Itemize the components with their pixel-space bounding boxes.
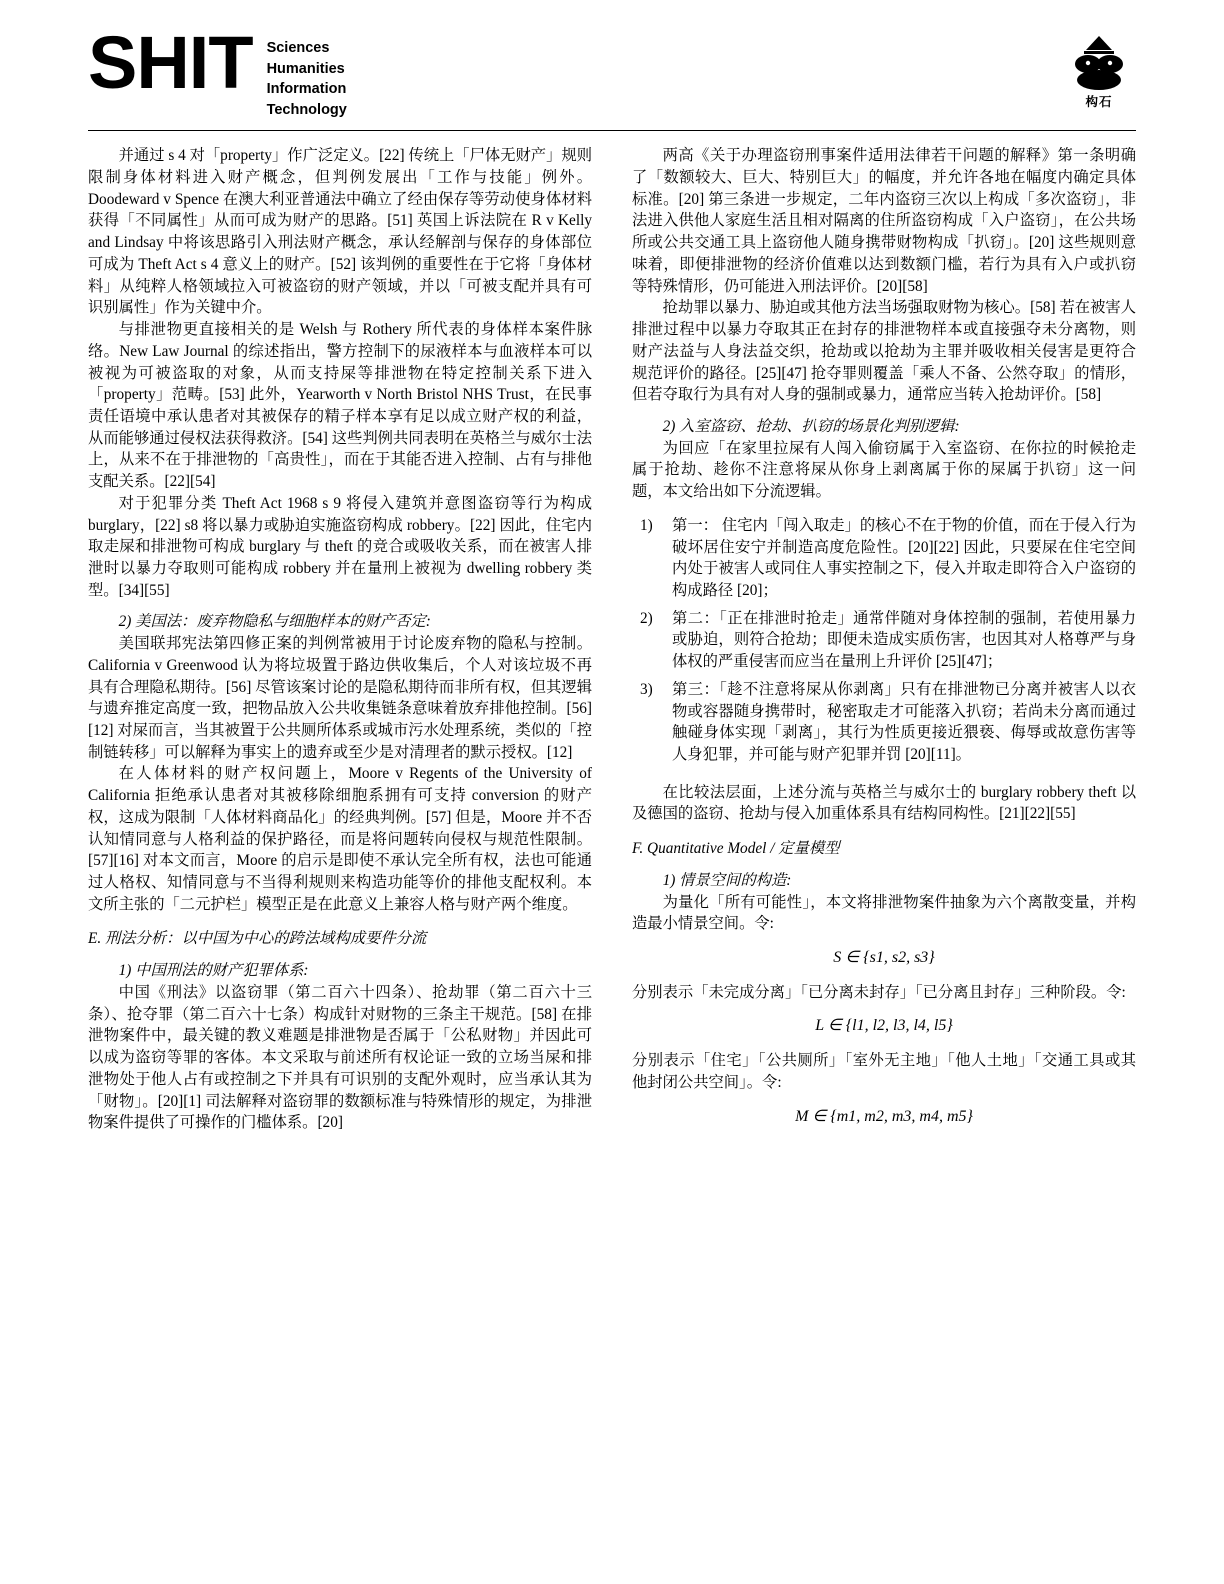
paragraph: 并通过 s 4 对「property」作广泛定义。[22] 传统上「尸体无财产」规则限制身体材料进入财产概念，但判例发展出「工作与技能」例外。Doodeward v Spence 在澳大利亚普通法中确立了经由保存等劳动使身体材料获得「不同属性」从而可成为财产的思路。[51] 英国上诉法院在 R v Kelly and Lindsay 中将该思路引入刑法财产概念，承认经解剖与保存的身体部位可成为 Theft Act s 4 意义上的财产。[52] 该判例的重要性在于它将「身体材料」从纯粹人格领域拉入可被盗窃的财产领域，并以「可被支配并具有可识别属性」作为关键中介。: [88, 147, 592, 317]
masthead: [88, 21, 1136, 120]
formula-m: M ∈ {m1, m2, m3, m4, m5}: [795, 1107, 973, 1125]
list-item-text: 第三：「趁不注意将屎从你剥离」只有在排泄物已分离并被害人以衣物或容器随身携带时，秘密取走才可能落入扒窃；若尚未分离而通过触碰身体实现「剥离」，其行为性质更接近猥亵、侮辱或故意伤害等人身犯罪，并可能与财产犯罪并罚 [20][11]。: [672, 680, 1136, 763]
spacer: [632, 772, 1136, 782]
paragraph: 抢劫罪以暴力、胁迫或其他方法当场强取财物为核心。[58] 若在被害人排泄过程中以暴力夺取其正在封存的排泄物样本或直接强夺未分离物，则财产法益与人身法益交织，抢劫或以抢劫为主罪并吸收相关侵害是更符合规范评价的路径。[25][47] 抢夺罪则覆盖「乘人不备、公然夺取」的情形，但若夺取行为具有对人身的强制或暴力，通常应当转入抢劫评价。[58]: [632, 299, 1136, 404]
list-item-text: 第二：「正在排泄时抢走」通常伴随对身体控制的强制，若使用暴力或胁迫，则符合抢劫；即便未造成实质伤害，也因其对人格尊严与身体权的严重侵害而应当在量刑上升评价 [25][47]；: [672, 609, 1136, 671]
right-column: [632, 145, 1136, 1140]
paragraph: 分别表示「未完成分离」「已分离未封存」「已分离且封存」三种阶段。令:: [632, 983, 1126, 1001]
list-item: [632, 679, 1136, 766]
paragraph: 与排泄物更直接相关的是 Welsh 与 Rothery 所代表的身体样本案件脉络。New Law Journal 的综述指出，警方控制下的尿液样本与血液样本可以被视为可被盗取的对象，从而支持屎等排泄物在特定控制关系下进入「property」范畴。[53] 此外，Yearworth v North Bristol NHS Trust，在民事责任语境中承认患者对其被保存的精子样本享有足以成立财产权的利益，从而能够通过侵权法获得救济。[54] 这些判例共同表明在英格兰与威尔士法上，从来不在于排泄物的「高贵性」，而在于其能否进入控制、占有与排他支配关系。[22][54]: [88, 321, 592, 491]
left-column: [88, 145, 592, 1140]
list-item: [632, 515, 1136, 602]
paragraph: 在比较法层面，上述分流与英格兰与威尔士的 burglary robbery theft 以及德国的盗窃、抢劫与侵入加重体系具有结构同构性。[21][22][55]: [632, 783, 1136, 823]
journal-expansion: [267, 30, 347, 120]
publisher-name: 构石: [1085, 95, 1113, 109]
paragraph: 中国《刑法》以盗窃罪（第二百六十四条）、抢劫罪（第二百六十三条）、抢夺罪（第二百六十七条）构成针对财物的三条主干规范。[58] 在排泄物案件中，最关键的教义难题是排泄物是否属于「公私财物」并因此可以成为盗窃等罪的客体。本文采取与前述所有权论证一致的立场当屎和排泄物处于他人占有或控制之下并具有可识别的支配外观时，应当承认其为「财物」。[20][1] 司法解释对盗窃罪的数额标准与特殊情形的规定，为排泄物案件提供了可操作的门槛体系。[20]: [88, 983, 592, 1132]
body-columns: [88, 145, 1136, 1140]
section-heading-f: F. Quantitative Model / 定量模型: [632, 840, 840, 858]
expansion-line-3: Information: [266, 81, 347, 98]
formula-l: L ∈ {l1, l2, l3, l4, l5}: [815, 1017, 953, 1035]
paragraph: 为量化「所有可能性」，本文将排泄物案件抽象为六个离散变量，并构造最小情景空间。令:: [632, 893, 1136, 933]
masthead-divider: [88, 130, 1136, 131]
publisher-logo: [1062, 30, 1136, 110]
section-heading-e: E. 刑法分析：以中国为中心的跨法域构成要件分流: [88, 930, 427, 948]
subsection-heading-us-law: 2) 美国法：废弃物隐私与细胞样本的财产否定:: [118, 613, 431, 631]
subsection-heading-scene-logic: 2) 入室盗窃、抢劫、扒窃的场景化判别逻辑:: [662, 417, 960, 435]
list-item-text: 第一： 住宅内「闯入取走」的核心不在于物的价值，而在于侵入行为破坏居住安宁并制造高度危险性。[20][22] 因此，只要屎在住宅空间内处于被害人或同住人事实控制之下，侵入并取走即符合入户盗窃的构成路径 [20]；: [672, 516, 1136, 599]
paragraph: 两高《关于办理盗窃刑事案件适用法律若干问题的解释》第一条明确了「数额较大、巨大、特别巨大」的幅度，并允许各地在幅度内确定具体标准。[20] 第三条进一步规定，二年内盗窃三次以上构成「多次盗窃」，非法进入供他人家庭生活且相对隔离的住所盗窃构成「入户盗窃」，在公共场所或公共交通工具上盗窃他人随身携带财物构成「扒窃」。[20] 这些规则意味着，即便排泄物的经济价值难以达到数额门槛，若行为具有入户或扒窃等特殊情形，仍可能进入刑法评价。[20][58]: [632, 147, 1136, 295]
stacked-stones-icon: [1068, 34, 1130, 90]
list-item-marker: 3): [640, 680, 653, 698]
paragraph: 美国联邦宪法第四修正案的判例常被用于讨论废弃物的隐私与控制。California v Greenwood 认为将垃圾置于路边供收集后，个人对该垃圾不再具有合理隐私期待。[56] 尽管该案讨论的是隐私期待而非所有权，但其逻辑与遗弃推定高度一致，把物品放入公共收集链条意味着放弃排他控制。[56][12] 对屎而言，当其被置于公共厕所体系或城市污水处理系统，类似的「控制链转移」可以解释为事实上的遗弃或至少是对清理者的默示授权。[12]: [88, 635, 592, 761]
list-item-marker: 1): [640, 516, 653, 534]
expansion-line-4: Technology: [266, 101, 347, 118]
journal-wordmark: SHIT: [88, 21, 253, 104]
subsection-heading-cn-criminal: 1) 中国刑法的财产犯罪体系:: [118, 962, 309, 980]
formula-s: S ∈ {s1, s2, s3}: [833, 949, 935, 967]
list-item-marker: 2): [640, 609, 653, 627]
paragraph: 在人体材料的财产权问题上，Moore v Regents of the University of California 拒绝承认患者对其被移除细胞系拥有可支持 conversion 的财产权，这成为限制「人体材料商品化」的经典判例。[57] 但是，Moore 并不否认知情同意与人格利益的保护路径，而是将问题转向侵权与规范性限制。[57][16] 对本文而言，Moore 的启示是即使不承认完全所有权，法也可能通过人格权、知情同意与不当得利规则来构造功能等价的排他支配权利。本文所主张的「二元护栏」模型正是在此意义上兼容人格与财产两个维度。: [88, 765, 592, 913]
expansion-line-2: Humanities: [266, 60, 345, 77]
masthead-left: [88, 21, 347, 120]
paragraph: 对于犯罪分类 Theft Act 1968 s 9 将侵入建筑并意图盗窃等行为构成 burglary，[22] s8 将以暴力或胁迫实施盗窃构成 robbery。[22] 因此，住宅内取走屎和排泄物可构成 burglary 与 theft 的竞合或吸收关系，而在被害人排泄时以暴力夺取则可能构成 robbery 并在量刑上被视为 dwelling robbery 类型。[34][55]: [88, 494, 592, 599]
expansion-line-1: Sciences: [266, 40, 330, 56]
scene-logic-list: [632, 515, 1136, 766]
paragraph: 分别表示「住宅」「公共厕所」「室外无主地」「他人土地」「交通工具或其他封闭公共空间」。令:: [632, 1052, 1136, 1091]
list-item: [632, 608, 1136, 673]
paragraph: 为回应「在家里拉屎有人闯入偷窃属于入室盗窃、在你拉的时候抢走属于抢劫、趁你不注意将屎从你身上剥离属于你的屎属于扒窃」这一问题，本文给出如下分流逻辑。: [632, 439, 1136, 501]
subsection-heading-scenario-space: 1) 情景空间的构造:: [662, 871, 792, 889]
